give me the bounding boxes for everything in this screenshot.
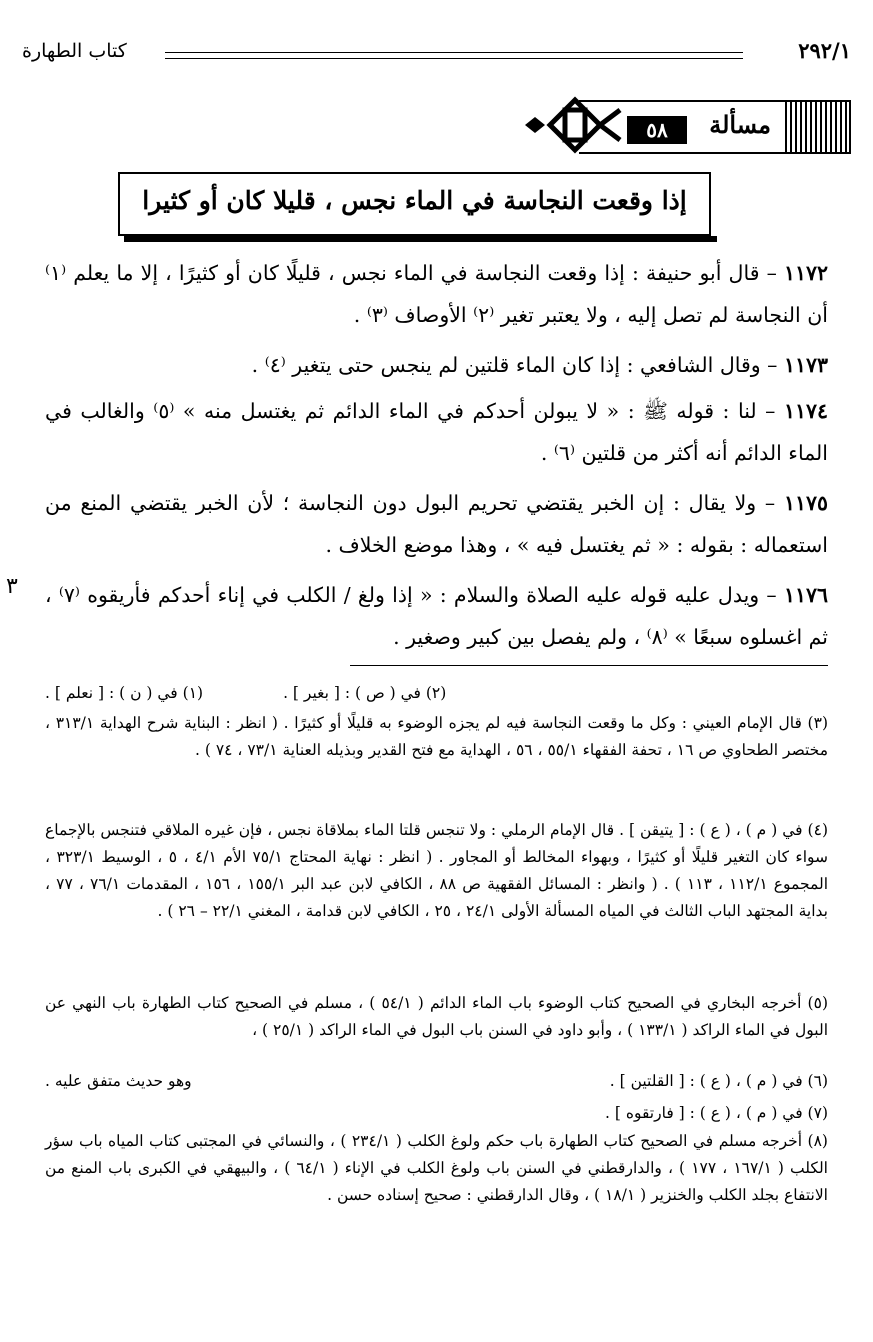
- paragraph-text: – ويدل عليه قوله عليه الصلاة والسلام : « إذا ولغ / الكلب في إناء أحدكم فأريقوه ⁽٧⁾ ، ثم اغسلوه سبعًا » ⁽٨⁾ ، ولم يفصل بين كبير وصغير .: [45, 583, 828, 649]
- paragraph: [45, 252, 828, 336]
- footnote-7: (٧) في ( م ) ، ( ع ) : [ فارتقوه ] .: [605, 1104, 828, 1122]
- header-rule: [165, 52, 743, 59]
- footnote-rule: [350, 665, 828, 666]
- paragraph: [45, 574, 828, 658]
- issue-number: ٥٨: [627, 116, 687, 144]
- footnotes-5-6: [45, 1068, 828, 1095]
- paragraph-text: – قال أبو حنيفة : إذا وقعت النجاسة في الماء نجس ، قليلًا كان أو كثيرًا ، إلا ما يعلم ⁽١⁾ أن النجاسة لم تصل إليه ، ولا يعتبر تغير ⁽٢⁾ الأوصاف ⁽٣⁾ .: [45, 261, 828, 327]
- issue-title: إذا وقعت النجاسة في الماء نجس ، قليلا كان أو كثيرا: [142, 186, 687, 215]
- banner-hatch: [785, 102, 849, 152]
- footnote-2: (٢) في ( ص ) : [ بغير ] .: [283, 684, 447, 702]
- footnote-4: (٤) في ( م ) ، ( ع ) : [ يتيقن ] . قال الإمام الرملي : ولا تنجس قلتا الماء بملاقاة نجس ، فإن غيره الملاقي فتنجس بالإجماع سواء كان التغير قليلًا أو كثيرًا ، وبهواء المخالط أو المجاور . ( انظر : نهاية المحتاج ٧٥/١ الأم ٤/١ ، ٥ ، الوسيط ٣٢٣/١ ، المجموع ١١٢/١ ، ١١٣ ) . ( وانظر : المسائل الفقهية ص ٨٨ ، الكافي لابن عبد البر ١٥٥/١ ، ١٥٦ ، المقدمات ٧٦/١ ، ٧٧ ، بداية المجتهد الباب الثالث في المياه المسألة الأولى ٢٤/١ ، ٢٥ ، الكافي لابن قدامة ، المغني ٢٢/١ – ٢٦ ) .: [45, 821, 829, 920]
- paragraph-text: – ولا يقال : إن الخبر يقتضي تحريم البول دون النجاسة ؛ لأن الخبر يقتضي المنع من استعماله : بقوله : « ثم يغتسل فيه » ، وهذا موضع الخلاف .: [45, 491, 828, 557]
- paragraph: [45, 390, 828, 474]
- running-head-title: كتاب الطهارة: [22, 40, 127, 62]
- paragraph-number: ١١٧٦: [783, 583, 828, 607]
- paragraph: [45, 482, 828, 566]
- footnote-3: (٣) قال الإمام العيني : وكل ما وقعت النجاسة فيه لم يجزه الوضوء به قليلًا أو كثيرًا . ( انظر : البناية شرح الهداية ٣١٣/١ ، مختصر الطحاوي ص ١٦ ، تحفة الفقهاء ٥٥/١ ، ٥٦ ، الهداية مع فتح القدير وبذيله العناية ٧٣/١ ، ٧٤ ) .: [45, 714, 828, 759]
- paragraph-number: ١١٧٤: [783, 399, 829, 423]
- footnote-5-end: وهو حديث متفق عليه .: [45, 1072, 192, 1090]
- page-number: ٢٩٢/١: [798, 38, 851, 63]
- paragraph-number: ١١٧٣: [783, 353, 828, 377]
- paragraph-number: ١١٧٥: [783, 491, 828, 515]
- footnote-8: (٨) أخرجه مسلم في الصحيح كتاب الطهارة باب حكم ولوغ الكلب ( ٢٣٤/١ ) ، والنسائي في المجتبى كتاب المياه باب سؤر الكلب ( ١٦٧/١ ، ١٧٧ ) ، والدارقطني في السنن باب ولوغ الكلب في الإناء ( ٦٤/١ ) ، والبيهقي في الكبرى باب المنع من الانتفاع بجلد الكلب والخنزير ( ١٨/١ ) ، وقال الدارقطني : صحيح إسناده حسن .: [45, 1132, 828, 1204]
- issue-title-box: [118, 172, 711, 236]
- footnote-5: (٥) أخرجه البخاري في الصحيح كتاب الوضوء باب الماء الدائم ( ٥٤/١ ) ، مسلم في الصحيح كتاب الطهارة باب النهي عن البول في الماء الراكد ( ١٣٣/١ ) ، وأبو داود في السنن باب البول في الماء الراكد ( ٢٥/١ ) ،: [45, 994, 828, 1039]
- issue-banner: [579, 100, 851, 154]
- issue-label: مسألة: [709, 110, 771, 139]
- footnotes-1-2: [45, 680, 828, 707]
- paragraph-text: – وقال الشافعي : إذا كان الماء قلتين لم ينجس حتى يتغير ⁽٤⁾ .: [251, 353, 784, 377]
- footnote-6: (٦) في ( م ) ، ( ع ) : [ القلتين ] .: [609, 1072, 828, 1090]
- margin-page-mark: ٣: [6, 574, 18, 599]
- paragraph: [45, 344, 828, 386]
- paragraph-number: ١١٧٢: [783, 261, 828, 285]
- paragraph-text: – لنا : قوله ﷺ : « لا يبولن أحدكم في الماء الدائم ثم يغتسل منه » ⁽٥⁾ والغالب في الماء الدائم أنه أكثر من قلتين ⁽٦⁾ .: [45, 399, 828, 465]
- footnote-1: (١) في ( ن ) : [ نعلم ] .: [45, 684, 204, 702]
